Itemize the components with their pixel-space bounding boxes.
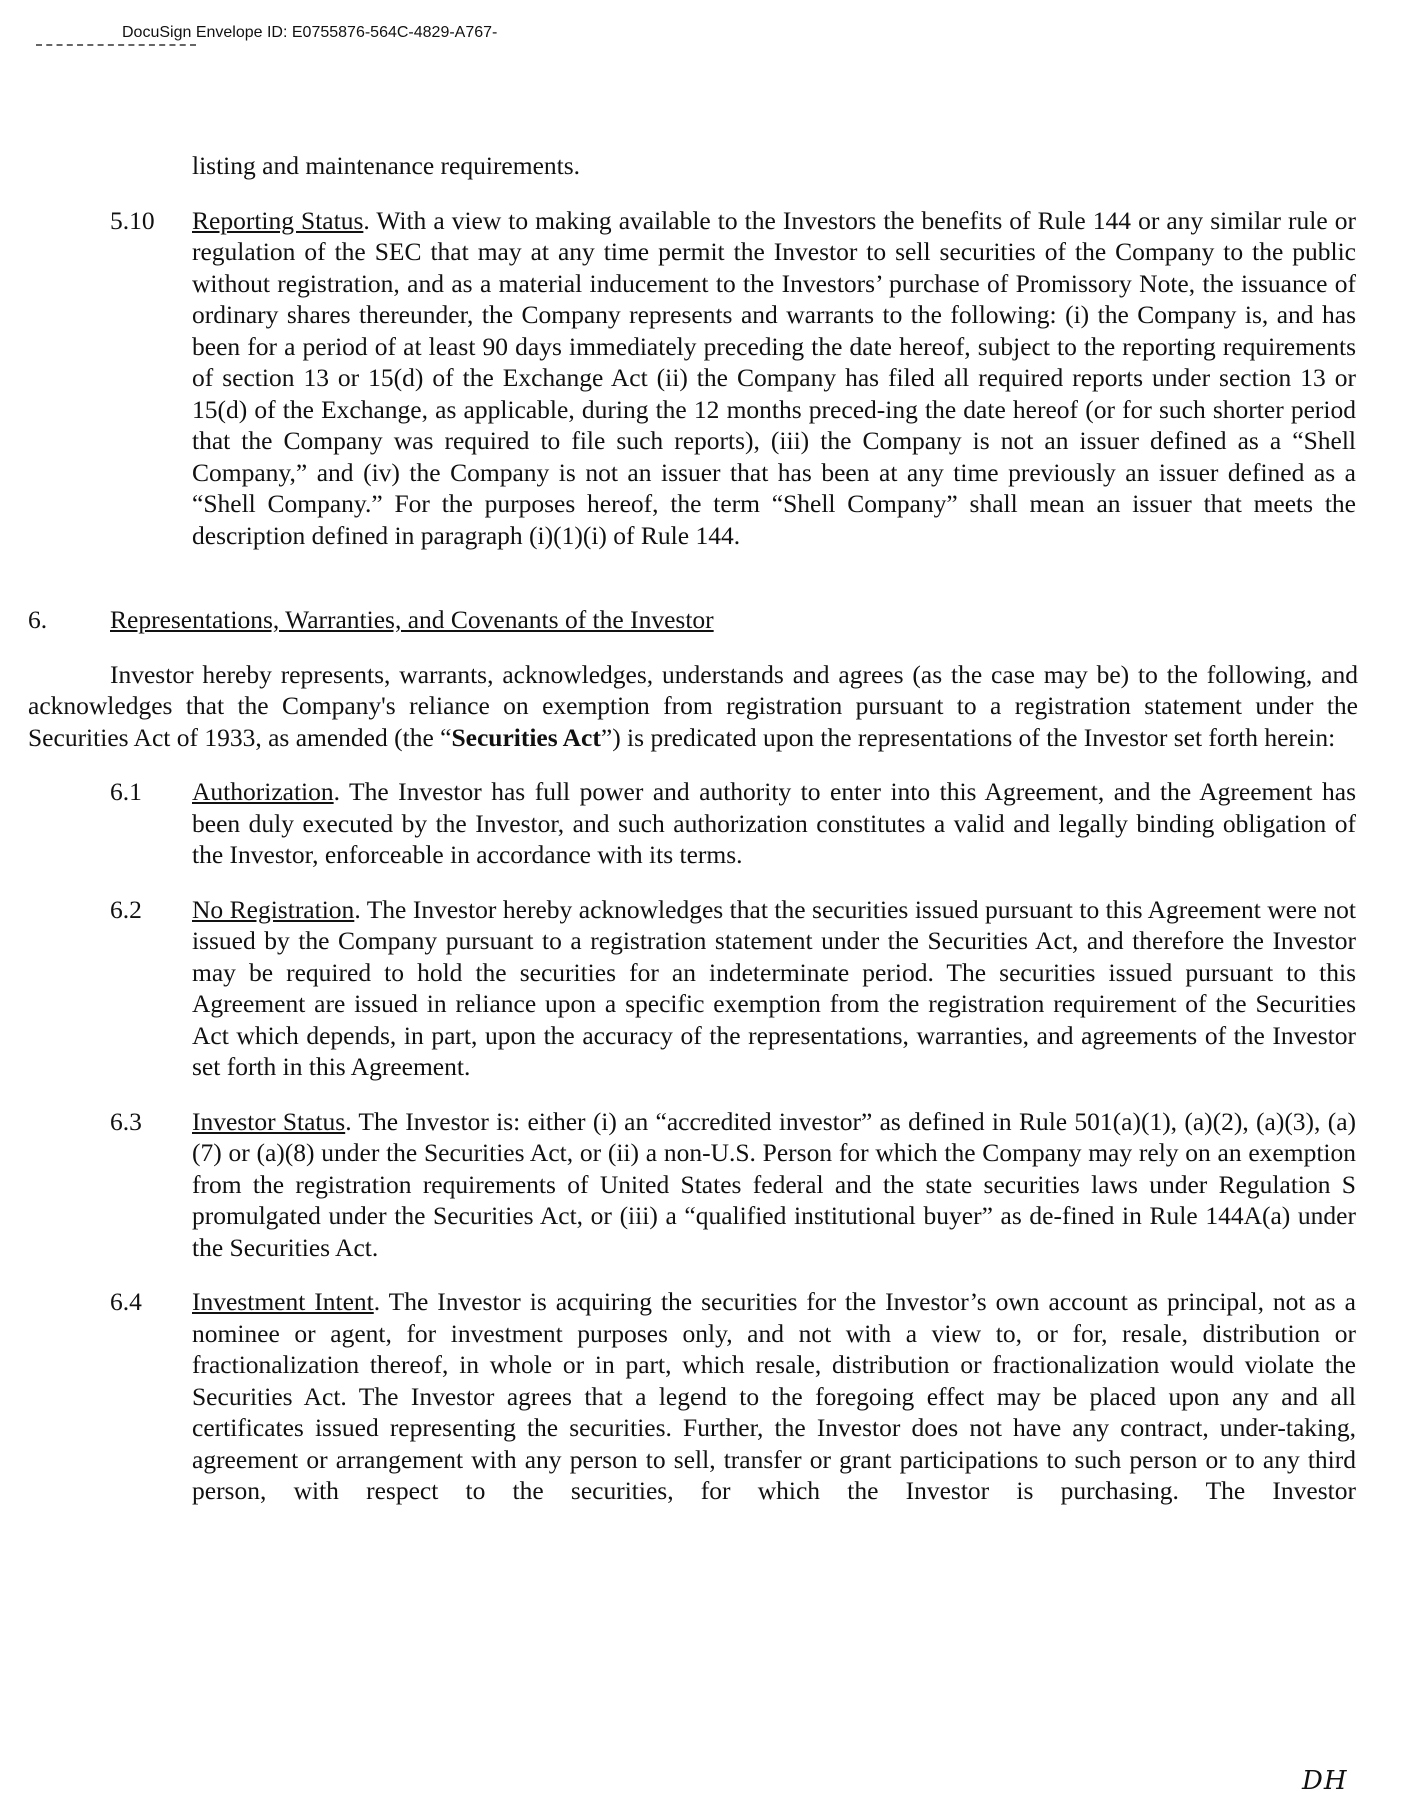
subsection-number: 6.3: [110, 1106, 142, 1136]
subsection-text: . The Investor is: either (i) an “accredited investor” as defined in Rule 501(a)(1), (a)(2), (a)(3), (a)(7) or (a)(8) under the Securities Act, or (ii) a non-U.S. Person for which the Company may rely on an exemption from the registration requirements of United States federal and the state securities laws under Regulation S promulgated under the Securities Act, or (iii) a “qualified institutional buyer” as de-fined in Rule 144A(a) under the Securities Act.: [192, 1106, 1357, 1262]
document-body: [28, 150, 1358, 1507]
subsection-text: . The Investor hereby acknowledges that the securities issued pursuant to this Agreement were not issued by the Company pursuant to a registration statement under the Securities Act, and therefore the Investor may be required to hold the securities for an indeterminate period. The securities issued pursuant to this Agreement are issued in reliance upon a specific exemption from the registration requirement of the Securities Act which depends, in part, upon the accuracy of the representations, warranties, and agreements of the Investor set forth in this Agreement.: [192, 894, 1356, 1081]
subsection-number: 6.1: [110, 777, 142, 806]
section-heading: Reporting Status: [192, 205, 364, 235]
section-5-10: [28, 205, 1358, 552]
subsection-number: 6.2: [110, 894, 142, 924]
subsection-number: 6.4: [110, 1287, 142, 1316]
subsection-heading: Investment Intent: [192, 1287, 374, 1316]
subsection-content: [192, 1286, 1356, 1507]
subsection-text: . The Investor is acquiring the securities for the Investor’s own account as principal, not as a nominee or agent, for investment purposes only, and not with a view to, or for, resale, distribution or fractionalization thereof, in whole or in part, which resale, distribution or fractionalization would violate the Securities Act. The Investor agrees that a legend to the foregoing effect may be placed upon any and all certificates issued representing the securities. Further, the Investor does not have any contract, under-taking, agreement or arrangement with any person to sell, transfer or grant participations to such person or to any third person, with respect to the securities, for which the Investor is purchasing. The Investor: [192, 1287, 1356, 1505]
section-number: 6.: [28, 605, 48, 634]
signer-initials: DH: [1302, 1766, 1348, 1796]
subsection-content: [192, 776, 1356, 871]
subsection-heading: Authorization: [192, 777, 334, 806]
section-6-heading-row: [28, 604, 1358, 636]
subsection-content: [192, 894, 1356, 1083]
intro-text: Investor hereby represents, warrants, acknowledges, understands and agrees (as the case may be) to the following, and acknowledges that the Company's reliance on exemption from registration pursuant to a registration statement under the Securities Act of 1933, as amended (the “: [28, 659, 1358, 752]
section-text: . With a view to making available to the Investors the benefits of Rule 144 or any similar rule or regulation of the SEC that may at any time permit the Investor to sell securities of the Company to the public without registration, and as a material inducement to the Investors’ purchase of Promissory Note, the issuance of ordinary shares thereunder, the Company represents and warrants to the following: (i) the Company is, and has been for a period of at least 90 days immediately preceding the date hereof, subject to the reporting requirements of section 13 or 15(d) of the Exchange Act (ii) the Company has filed all required reports under section 13 or 15(d) of the Exchange, as applicable, during the 12 months preced-ing the date hereof (or for such shorter period that the Company was required to file such reports), (iii) the Company is not an issuer defined as a “Shell Company,” and (iv) the Company is not an issuer that has been at any time previously an issuer defined as a “Shell Company.” For the purposes hereof, the term “Shell Company” shall mean an issuer that meets the description defined in paragraph (i)(1)(i) of Rule 144.: [192, 205, 1356, 550]
subsection-heading: Investor Status: [192, 1106, 346, 1136]
carryover-text: listing and maintenance requirements.: [192, 151, 581, 180]
docusign-envelope-id: DocuSign Envelope ID: E0755876-564C-4829-A767-: [122, 24, 498, 41]
section-heading: Representations, Warranties, and Covenants of the Investor: [110, 605, 714, 634]
defined-term: Securities Act: [451, 722, 601, 752]
section-number: 5.10: [110, 205, 155, 235]
subsection-text: . The Investor has full power and authority to enter into this Agreement, and the Agreement has been duly executed by the Investor, and such authorization constitutes a valid and legally binding obligation of the Investor, enforceable in accordance with its terms.: [192, 777, 1356, 869]
subsection-6-3: [28, 1106, 1358, 1264]
section-6-intro: [28, 659, 1358, 754]
subsection-6-2: [28, 894, 1358, 1083]
subsection-heading: No Registration: [192, 894, 355, 924]
section-content: [192, 205, 1356, 552]
subsection-6-1: [28, 776, 1358, 871]
subsection-6-4: [28, 1286, 1358, 1507]
subsection-content: [192, 1106, 1356, 1264]
envelope-id-underline: [36, 44, 196, 46]
intro-text: ”) is predicated upon the representations of the Investor set forth herein:: [600, 722, 1336, 752]
